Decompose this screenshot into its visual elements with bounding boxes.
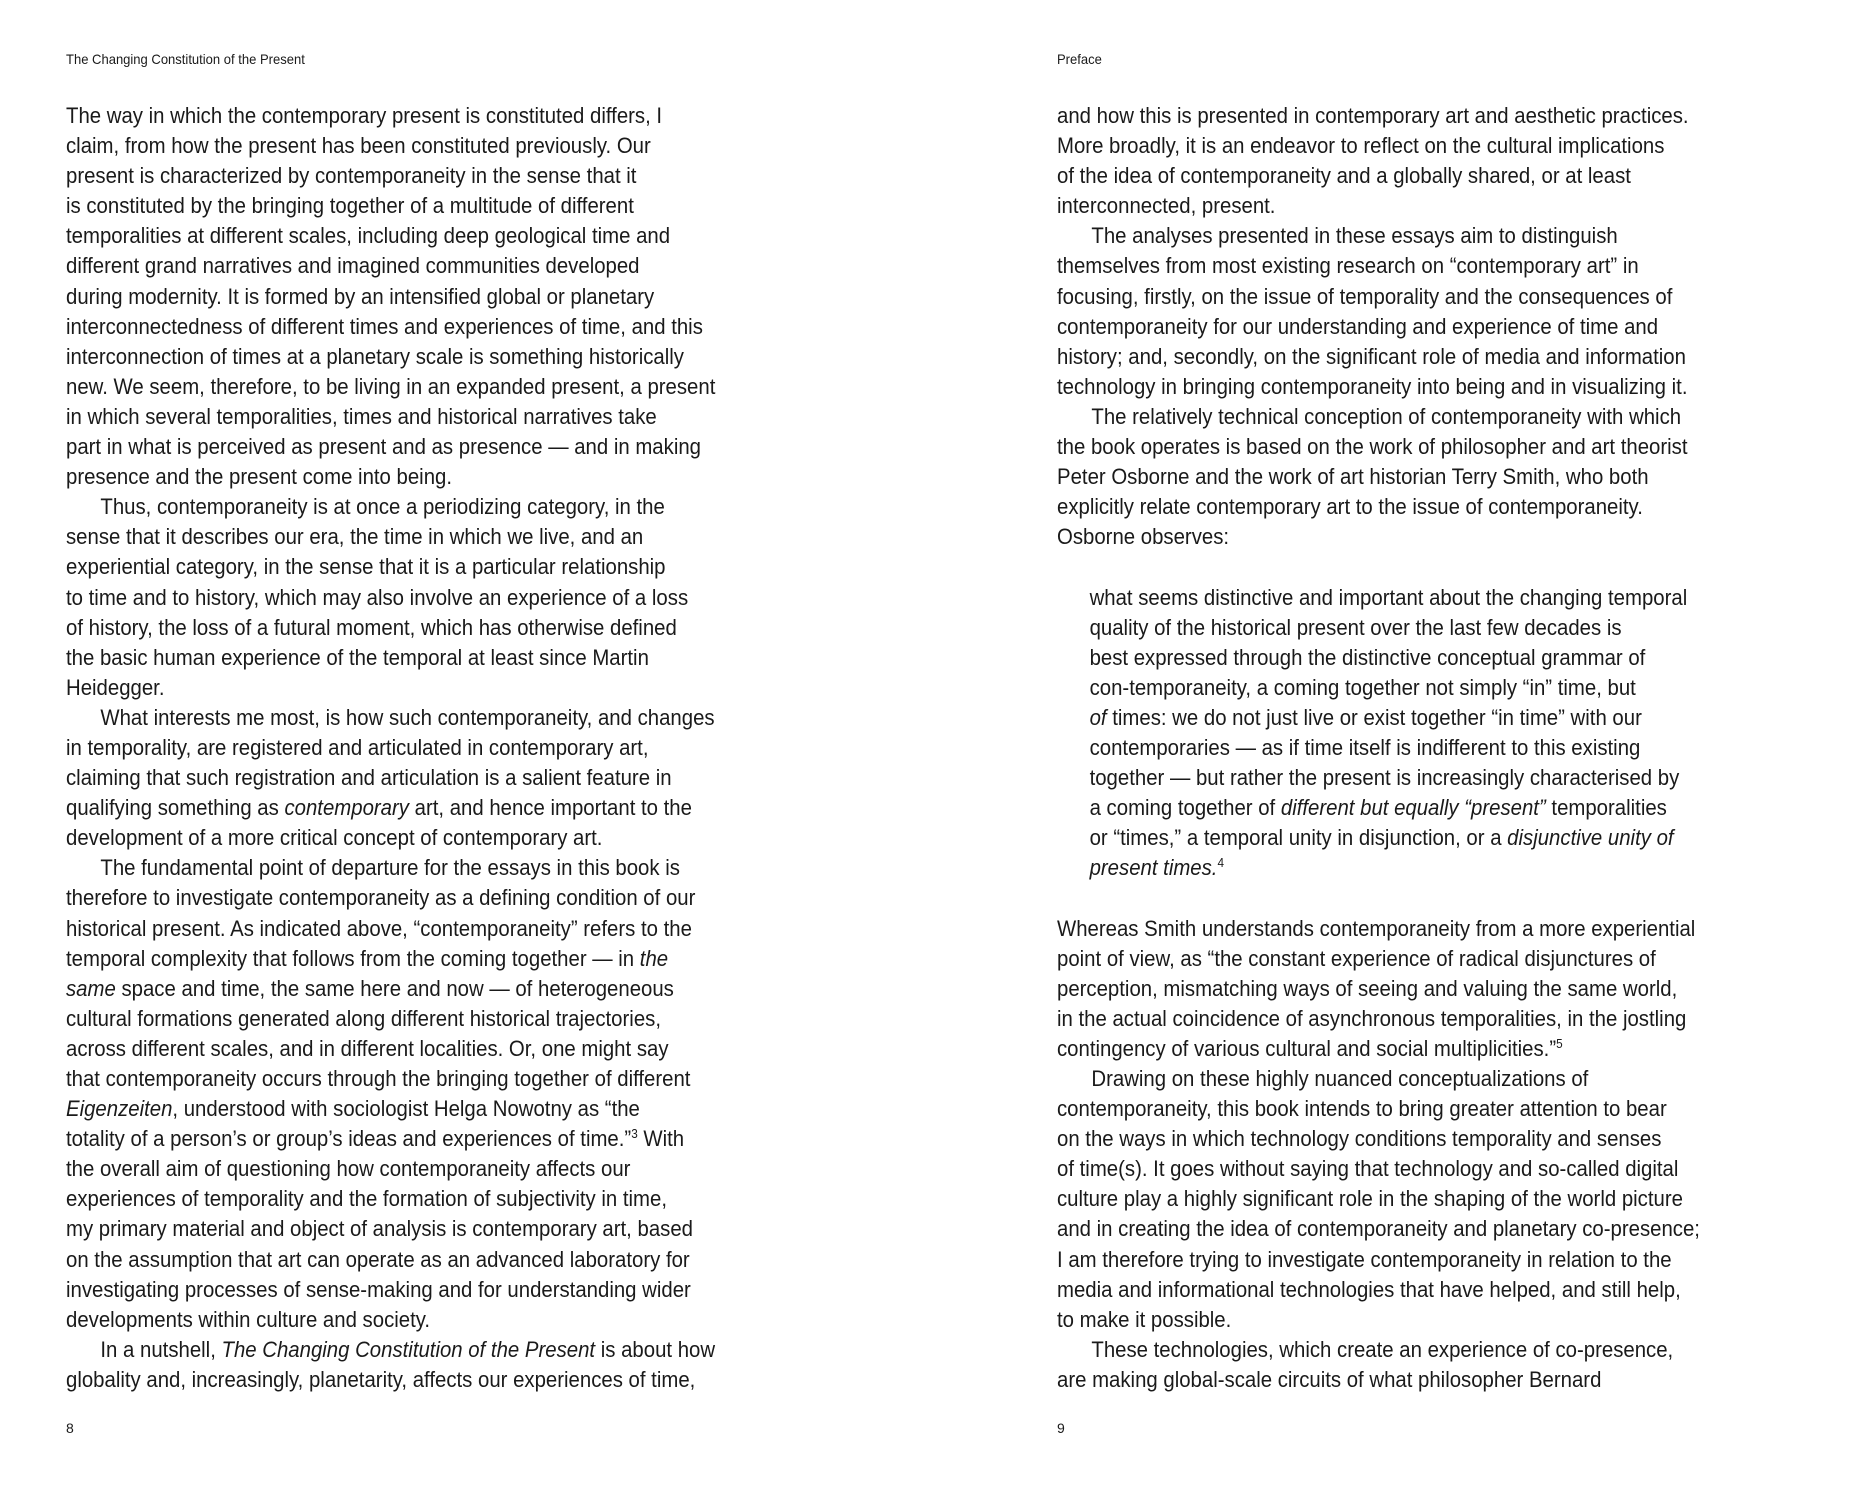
text-run: Peter Osborne and the work of art historian Terry Smith, who both [1057, 464, 1649, 490]
text-run: the basic human experience of the temporal at least since Martin [66, 644, 649, 670]
text-line [66, 974, 715, 1004]
blockquote-line [1057, 613, 1700, 643]
text-line [66, 1094, 715, 1124]
text-line [1057, 1034, 1700, 1064]
text-run: or “times,” a temporal unity in disjunction, or a [1089, 825, 1508, 851]
text-line [1057, 312, 1700, 342]
text-line [66, 282, 715, 312]
text-run: interconnected, present. [1057, 193, 1276, 219]
text-run: technology in bringing contemporaneity into being and in visualizing it. [1057, 373, 1688, 399]
text-line [66, 101, 715, 131]
text-line [66, 1275, 715, 1305]
text-run: developments within culture and society. [66, 1306, 431, 1332]
text-line [66, 703, 715, 733]
text-run: Whereas Smith understands contemporaneity from a more experiential [1057, 915, 1696, 941]
text-run: the book operates is based on the work of philosopher and art theorist [1057, 434, 1688, 460]
text-line [66, 583, 715, 613]
text-line [66, 1214, 715, 1244]
text-run: sense that it describes our era, the time in which we live, and an [66, 524, 644, 550]
blockquote-line [1057, 823, 1700, 853]
text-run: what seems distinctive and important about the changing temporal [1089, 584, 1688, 610]
text-line [66, 522, 715, 552]
text-run: art, and hence important to the [408, 795, 692, 821]
text-run: con-temporaneity, a coming together not simply “in” time, but [1089, 674, 1636, 700]
text-run: totality of a person’s or group’s ideas and experiences of time.” [66, 1126, 632, 1152]
text-line [1057, 221, 1700, 251]
text-run: of history, the loss of a futural moment, which has otherwise defined [66, 614, 677, 640]
text-line [66, 613, 715, 643]
footnote-marker[interactable]: 4 [1217, 855, 1225, 871]
text-run: on the assumption that art can operate as an advanced laboratory for [66, 1246, 690, 1272]
running-head: The Changing Constitution of the Present [66, 51, 305, 67]
text-run: culture play a highly significant role in the shaping of the world picture [1057, 1186, 1683, 1212]
body-text [66, 101, 784, 1395]
text-line [66, 883, 715, 913]
text-run: investigating processes of sense-making and for understanding wider [66, 1276, 691, 1302]
blockquote-line [1057, 583, 1700, 613]
text-line [66, 1245, 715, 1275]
text-run: themselves from most existing research on “contemporary art” in [1057, 253, 1639, 279]
text-line [1057, 492, 1700, 522]
text-line [1057, 161, 1700, 191]
text-line [1057, 974, 1700, 1004]
italic-text: different but equally “present” [1280, 795, 1546, 821]
text-run: media and informational technologies that have helped, and still help, [1057, 1276, 1681, 1302]
text-line [1057, 1214, 1700, 1244]
text-run: present is characterized by contemporaneity in the sense that it [66, 163, 637, 189]
text-line [66, 1154, 715, 1184]
italic-text: contemporary [284, 795, 409, 821]
page-number: 9 [1057, 1420, 1065, 1436]
footnote-marker[interactable]: 5 [1556, 1035, 1563, 1051]
text-line [66, 1034, 715, 1064]
italic-text: disjunctive unity of [1507, 825, 1674, 851]
text-line [66, 342, 715, 372]
text-run: interconnection of times at a planetary scale is something historically [66, 343, 684, 369]
text-run: on the ways in which technology conditions temporality and senses [1057, 1126, 1662, 1152]
text-run: my primary material and object of analysis is contemporary art, based [66, 1216, 693, 1242]
text-line [66, 1365, 715, 1395]
text-line [66, 763, 715, 793]
text-run: qualifying something as [66, 795, 285, 821]
text-line [66, 1124, 715, 1154]
text-line [66, 191, 715, 221]
text-run: temporalities at different scales, including deep geological time and [66, 223, 671, 249]
italic-text: Eigenzeiten [66, 1096, 173, 1122]
text-line [1057, 191, 1700, 221]
text-run: The analyses presented in these essays aim to distinguish [1091, 223, 1618, 249]
text-line [1057, 372, 1700, 402]
text-run: historical present. As indicated above, “contemporaneity” refers to the [66, 915, 692, 941]
text-line [66, 733, 715, 763]
text-run: that contemporaneity occurs through the bringing together of different [66, 1066, 691, 1091]
text-run: different grand narratives and imagined communities developed [66, 253, 640, 279]
text-run: interconnectedness of different times and experiences of time, and this [66, 313, 703, 339]
running-head: Preface [1057, 51, 1102, 67]
text-run: is about how [595, 1336, 716, 1362]
blockquote-line [1057, 703, 1700, 733]
text-line [66, 402, 715, 432]
text-run: are making global-scale circuits of what philosopher Bernard [1057, 1366, 1602, 1392]
text-line [66, 823, 715, 853]
text-run: , understood with sociologist Helga Nowotny as “the [172, 1096, 640, 1122]
text-run: temporalities [1545, 795, 1667, 821]
text-run: More broadly, it is an endeavor to reflect on the cultural implications [1057, 133, 1665, 159]
text-line [1057, 1365, 1700, 1395]
text-run: times: we do not just live or exist together “in time” with our [1106, 704, 1642, 730]
text-run: claiming that such registration and articulation is a salient feature in [66, 765, 672, 791]
blockquote-line [1057, 853, 1700, 883]
text-run: contemporaneity, this book intends to bring greater attention to bear [1057, 1096, 1667, 1122]
text-line [1057, 1305, 1700, 1335]
text-line [66, 221, 715, 251]
text-run: quality of the historical present over the last few decades is [1089, 614, 1622, 640]
text-line [1057, 1184, 1700, 1214]
text-run: and how this is presented in contemporary art and aesthetic practices. [1057, 103, 1689, 128]
text-run: I am therefore trying to investigate contemporaneity in relation to the [1057, 1246, 1672, 1272]
italic-text: The Changing Constitution of the Present [221, 1336, 596, 1362]
text-run: focusing, firstly, on the issue of temporality and the consequences of [1057, 283, 1673, 309]
text-line [1057, 282, 1700, 312]
text-run: contingency of various cultural and social multiplicities.” [1057, 1035, 1557, 1061]
text-line [1057, 1124, 1700, 1154]
text-line [66, 1305, 715, 1335]
text-line [66, 161, 715, 191]
text-line [66, 643, 715, 673]
text-run: space and time, the same here and now — of heterogeneous [115, 975, 674, 1001]
text-run: claim, from how the present has been constituted previously. Our [66, 133, 651, 159]
text-line [1057, 522, 1700, 552]
text-line [66, 1064, 715, 1094]
text-line [1057, 402, 1700, 432]
text-run: contemporaneity for our understanding and experience of time and [1057, 313, 1659, 339]
blockquote-line [1057, 673, 1700, 703]
text-line [66, 462, 715, 492]
text-line [66, 1335, 715, 1365]
text-line [66, 673, 715, 703]
text-run: These technologies, which create an experience of co-presence, [1091, 1336, 1674, 1362]
text-run: to make it possible. [1057, 1306, 1232, 1332]
italic-text: of [1089, 704, 1107, 730]
text-line [1057, 1094, 1700, 1124]
text-run: The way in which the contemporary present is constituted differs, I [66, 103, 663, 128]
blockquote-line [1057, 793, 1700, 823]
blockquote-line [1057, 733, 1700, 763]
italic-text: same [66, 975, 116, 1001]
text-run: globality and, increasingly, planetarity, affects our experiences of time, [66, 1366, 696, 1392]
text-line [66, 1004, 715, 1034]
text-run: The fundamental point of departure for the essays in this book is [100, 855, 680, 881]
text-line [1057, 251, 1700, 281]
text-run: point of view, as “the constant experience of radical disjunctures of [1057, 945, 1656, 971]
text-line [1057, 131, 1700, 161]
text-run: The relatively technical conception of contemporaneity with which [1091, 403, 1682, 429]
blank-line [1057, 883, 1700, 913]
text-run: best expressed through the distinctive conceptual grammar of [1089, 644, 1646, 670]
text-run: in temporality, are registered and articulated in contemporary art, [66, 734, 649, 760]
text-line [1057, 342, 1700, 372]
text-line [1057, 914, 1700, 944]
text-line [66, 853, 715, 883]
text-line [1057, 944, 1700, 974]
blank-line [1057, 552, 1700, 582]
text-line [66, 552, 715, 582]
text-run: In a nutshell, [100, 1336, 222, 1362]
text-run: is constituted by the bringing together of a multitude of different [66, 193, 634, 219]
text-line [1057, 101, 1700, 131]
blockquote-line [1057, 643, 1700, 673]
text-line [66, 944, 715, 974]
text-line [66, 432, 715, 462]
text-run: therefore to investigate contemporaneity as a defining condition of our [66, 885, 696, 911]
text-run: together — but rather the present is increasingly characterised by [1089, 765, 1680, 791]
text-line [1057, 1335, 1700, 1365]
text-run: experiences of temporality and the formation of subjectivity in time, [66, 1186, 667, 1212]
text-run: presence and the present come into being. [66, 464, 453, 490]
text-run: development of a more critical concept of contemporary art. [66, 825, 603, 851]
text-line [1057, 1245, 1700, 1275]
footnote-marker[interactable]: 3 [631, 1126, 638, 1142]
text-run: part in what is perceived as present and as presence — and in making [66, 434, 701, 460]
text-run: perception, mismatching ways of seeing and valuing the same world, [1057, 975, 1678, 1001]
page-number: 8 [66, 1420, 74, 1436]
text-run: With [637, 1126, 685, 1152]
text-line [1057, 1004, 1700, 1034]
italic-text: present times. [1089, 855, 1218, 881]
text-line [66, 492, 715, 522]
text-run: a coming together of [1089, 795, 1281, 821]
text-run: experiential category, in the sense that it is a particular relationship [66, 554, 666, 580]
text-run: Drawing on these highly nuanced conceptualizations of [1091, 1066, 1589, 1091]
text-line [66, 251, 715, 281]
text-run: explicitly relate contemporary art to the issue of contemporaneity. [1057, 494, 1643, 520]
italic-text: the [639, 945, 669, 971]
text-line [1057, 1064, 1700, 1094]
text-line [66, 131, 715, 161]
blockquote-line [1057, 763, 1700, 793]
right-page [926, 0, 1852, 1500]
text-run: of time(s). It goes without saying that technology and so-called digital [1057, 1156, 1679, 1182]
text-line [1057, 462, 1700, 492]
body-text [1057, 101, 1767, 1395]
text-line [66, 372, 715, 402]
text-run: the overall aim of questioning how contemporaneity affects our [66, 1156, 631, 1182]
text-run: What interests me most, is how such contemporaneity, and changes [100, 704, 715, 730]
text-line [1057, 1275, 1700, 1305]
text-run: Thus, contemporaneity is at once a periodizing category, in the [100, 494, 665, 520]
text-run: new. We seem, therefore, to be living in an expanded present, a present [66, 373, 716, 399]
text-line [1057, 1154, 1700, 1184]
text-run: and in creating the idea of contemporaneity and planetary co-presence; [1057, 1216, 1700, 1242]
text-line [66, 1184, 715, 1214]
text-run: in the actual coincidence of asynchronous temporalities, in the jostling [1057, 1005, 1687, 1031]
text-line [1057, 432, 1700, 462]
text-run: in which several temporalities, times and historical narratives take [66, 403, 657, 429]
text-run: contemporaries — as if time itself is indifferent to this existing [1089, 734, 1641, 760]
text-run: Osborne observes: [1057, 524, 1230, 550]
text-run: during modernity. It is formed by an intensified global or planetary [66, 283, 655, 309]
text-line [66, 793, 715, 823]
text-run: Heidegger. [66, 674, 165, 700]
text-run: temporal complexity that follows from the coming together — in [66, 945, 640, 971]
text-run: cultural formations generated along different historical trajectories, [66, 1005, 661, 1031]
text-run: history; and, secondly, on the significant role of media and information [1057, 343, 1686, 369]
text-run: of the idea of contemporaneity and a globally shared, or at least [1057, 163, 1631, 189]
text-line [66, 914, 715, 944]
text-line [66, 312, 715, 342]
text-run: across different scales, and in different localities. Or, one might say [66, 1035, 669, 1061]
text-run: to time and to history, which may also involve an experience of a loss [66, 584, 689, 610]
